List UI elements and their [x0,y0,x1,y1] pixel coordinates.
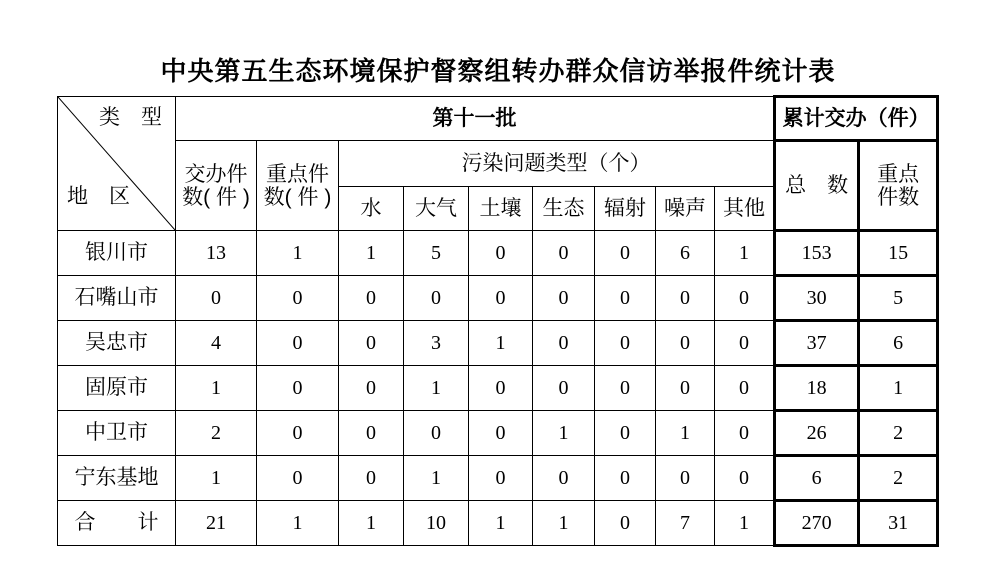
cumulative-header-cell: 累计交办（件） [775,97,938,141]
region-cell: 宁东基地 [58,456,176,501]
value-cell: 0 [533,366,595,411]
value-cell: 21 [176,501,257,546]
value-cell: 1 [469,321,533,366]
value-cell: 10 [404,501,469,546]
value-cell: 0 [469,411,533,456]
value-cell: 0 [656,321,715,366]
value-cell: 1 [176,366,257,411]
value-cell: 0 [257,456,339,501]
total-cell: 18 [775,366,859,411]
value-cell: 0 [339,276,404,321]
value-cell: 0 [469,231,533,276]
value-cell: 0 [339,366,404,411]
value-cell: 0 [656,366,715,411]
value-cell: 1 [257,231,339,276]
value-cell: 0 [469,366,533,411]
value-cell: 1 [469,501,533,546]
value-cell: 4 [176,321,257,366]
table-row [58,366,938,411]
region-cell: 固原市 [58,366,176,411]
value-cell: 0 [595,366,656,411]
total-cell: 26 [775,411,859,456]
value-cell: 1 [404,456,469,501]
assigned-count-header: 交办件 数( 件 ) [176,141,257,231]
value-cell: 0 [715,321,775,366]
region-cell: 石嘴山市 [58,276,176,321]
key-cell: 6 [859,321,938,366]
key-cell: 31 [859,501,938,546]
header-row-2 [58,141,938,187]
value-cell: 2 [176,411,257,456]
key-cell: 2 [859,456,938,501]
value-cell: 0 [595,231,656,276]
value-cell: 1 [715,231,775,276]
value-cell: 0 [533,456,595,501]
table-row [58,276,938,321]
table-row [58,321,938,366]
value-cell: 1 [656,411,715,456]
value-cell: 0 [595,501,656,546]
table-row [58,456,938,501]
pollution-col-other: 其他 [715,187,775,231]
value-cell: 0 [404,411,469,456]
table-row-total [58,501,938,546]
key-cell: 1 [859,366,938,411]
value-cell: 5 [404,231,469,276]
value-cell: 1 [533,411,595,456]
value-cell: 0 [595,321,656,366]
table-row [58,411,938,456]
total-cell: 153 [775,231,859,276]
value-cell: 0 [715,456,775,501]
total-cell: 6 [775,456,859,501]
value-cell: 0 [469,276,533,321]
region-cell: 银川市 [58,231,176,276]
table-row [58,231,938,276]
pollution-col-soil: 土壤 [469,187,533,231]
value-cell: 6 [656,231,715,276]
batch-header-cell: 第十一批 [176,97,775,141]
value-cell: 3 [404,321,469,366]
value-cell: 0 [404,276,469,321]
pollution-type-header: 污染问题类型（个） [339,141,775,187]
total-cell: 37 [775,321,859,366]
region-cell: 吴忠市 [58,321,176,366]
pollution-col-water: 水 [339,187,404,231]
value-cell: 0 [533,231,595,276]
value-cell: 0 [715,366,775,411]
value-cell: 0 [595,411,656,456]
value-cell: 0 [176,276,257,321]
value-cell: 1 [404,366,469,411]
region-cell: 合 计 [58,501,176,546]
region-cell: 中卫市 [58,411,176,456]
value-cell: 0 [257,276,339,321]
total-cell: 30 [775,276,859,321]
value-cell: 0 [339,456,404,501]
value-cell: 0 [595,276,656,321]
pollution-col-radiation: 辐射 [595,187,656,231]
key-cell: 5 [859,276,938,321]
value-cell: 1 [257,501,339,546]
value-cell: 0 [257,411,339,456]
pollution-col-air: 大气 [404,187,469,231]
value-cell: 1 [533,501,595,546]
value-cell: 0 [715,276,775,321]
corner-cell [58,97,176,231]
cumulative-total-header: 总 数 [775,141,859,231]
corner-label-region: 地 区 [67,184,130,208]
key-cell: 15 [859,231,938,276]
value-cell: 1 [339,501,404,546]
value-cell: 1 [715,501,775,546]
value-cell: 0 [257,366,339,411]
value-cell: 0 [595,456,656,501]
value-cell: 0 [533,276,595,321]
total-cell: 270 [775,501,859,546]
value-cell: 13 [176,231,257,276]
pollution-col-noise: 噪声 [656,187,715,231]
stats-table [57,95,939,547]
header-row-1 [58,97,938,141]
key-count-header: 重点件 数( 件 ) [257,141,339,231]
value-cell: 0 [533,321,595,366]
value-cell: 0 [656,276,715,321]
value-cell: 0 [339,411,404,456]
value-cell: 1 [176,456,257,501]
pollution-col-ecology: 生态 [533,187,595,231]
key-cell: 2 [859,411,938,456]
value-cell: 0 [656,456,715,501]
value-cell: 0 [715,411,775,456]
value-cell: 0 [257,321,339,366]
value-cell: 1 [339,231,404,276]
cumulative-key-header: 重点 件数 [859,141,938,231]
value-cell: 0 [469,456,533,501]
value-cell: 7 [656,501,715,546]
page-title: 中央第五生态环境保护督察组转办群众信访举报件统计表 [160,56,836,86]
value-cell: 0 [339,321,404,366]
corner-label-type: 类 型 [99,106,162,129]
